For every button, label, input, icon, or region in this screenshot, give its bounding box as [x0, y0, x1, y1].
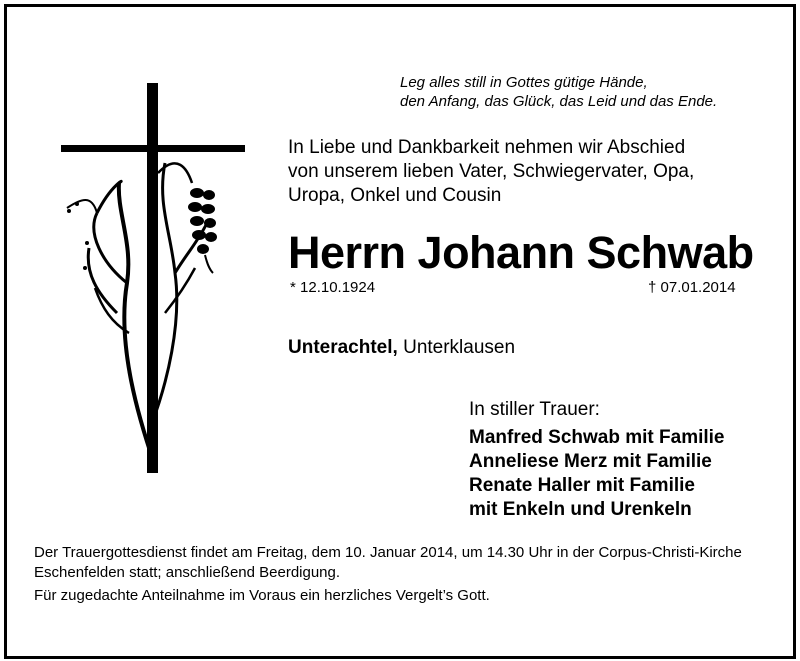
- cross-with-wheat-icon: [57, 83, 252, 478]
- intro-line-3: Uropa, Onkel und Cousin: [288, 185, 502, 206]
- mourner-family: Anneliese Merz mit Familie: [469, 451, 712, 472]
- intro-line-2: von unserem lieben Vater, Schwiegervater, Opa,: [288, 161, 695, 182]
- quote-line-2: den Anfang, das Glück, das Leid und das Ende.: [400, 93, 718, 110]
- mourner-family: Renate Haller mit Familie: [469, 475, 695, 496]
- intro-line-1: In Liebe und Dankbarkeit nehmen wir Abschied: [288, 137, 686, 158]
- birth-date: * 12.10.1924: [290, 279, 376, 296]
- place-secondary: Unterklausen: [397, 337, 516, 358]
- deceased-name: Herrn Johann Schwab: [288, 227, 754, 278]
- service-note: Der Trauergottesdienst findet am Freitag, dem 10. Januar 2014, um 14.30 Uhr in der Corpus-Christi-Kirche Eschenfelden statt; anschließend Beerdigung.: [34, 544, 742, 581]
- mourners-heading: In stiller Trauer:: [469, 399, 600, 420]
- mourner-family: mit Enkeln und Urenkeln: [469, 499, 692, 520]
- death-date: † 07.01.2014: [648, 279, 736, 296]
- mourner-family: Manfred Schwab mit Familie: [469, 427, 725, 448]
- obituary-card: [4, 4, 796, 659]
- thanks-note: Für zugedachte Anteilnahme im Voraus ein herzliches Vergelt’s Gott.: [34, 587, 490, 604]
- place-primary: Unterachtel,: [288, 337, 398, 358]
- quote-line-1: Leg alles still in Gottes gütige Hände,: [400, 74, 648, 91]
- place-line: [288, 337, 515, 359]
